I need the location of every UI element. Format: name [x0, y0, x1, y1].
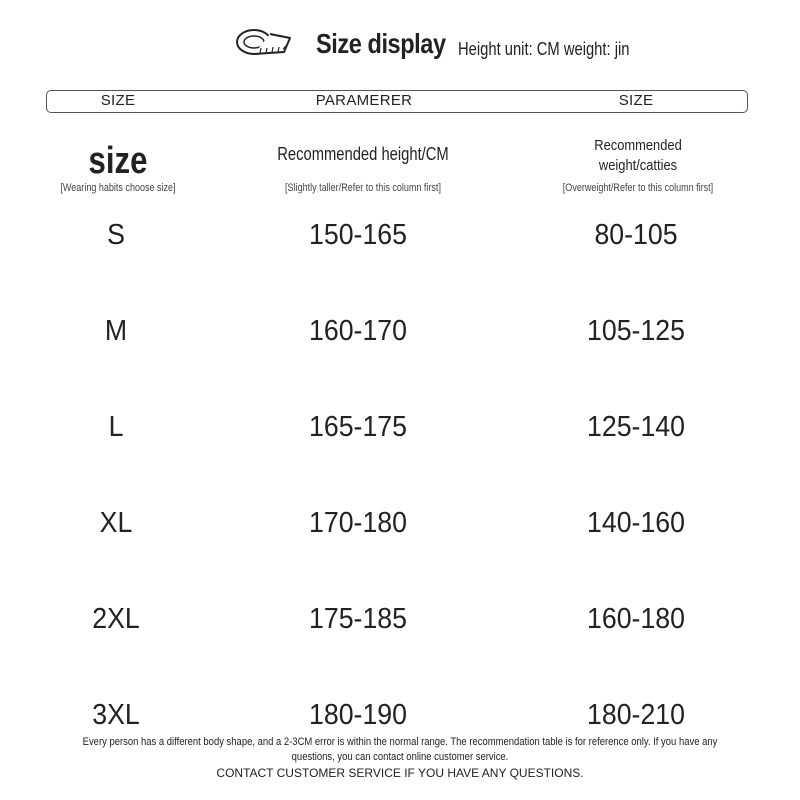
header-size: SIZE: [100, 92, 136, 109]
row-size: S: [107, 219, 125, 251]
row-weight: 125-140: [587, 411, 685, 443]
disclaimer-note: [10, 735, 790, 765]
height-column-label: Recommended height/CM: [277, 144, 449, 164]
row-height: 180-190: [309, 699, 407, 731]
header-parameter: PARAMERER: [315, 92, 413, 109]
weight-column-label: [569, 136, 707, 176]
row-height: 170-180: [309, 507, 407, 539]
height-column-note: [Slightly taller/Refer to this column first]: [285, 182, 441, 194]
row-size: M: [104, 315, 128, 347]
disclaimer-text: Every person has a different body shape, and a 2-3CM error is within the normal range. The recommendation table is for reference only. If you have any questions, you can contact online customer service.: [82, 736, 718, 763]
measuring-tape-icon: [234, 22, 294, 64]
row-weight: 105-125: [587, 315, 685, 347]
row-weight: 80-105: [594, 219, 678, 251]
row-weight: 160-180: [587, 603, 685, 635]
row-weight: 140-160: [587, 507, 685, 539]
row-weight: 180-210: [587, 699, 685, 731]
row-size: XL: [99, 507, 133, 539]
row-height: 160-170: [309, 315, 407, 347]
row-size: 2XL: [92, 603, 140, 635]
weight-column-note: [Overweight/Refer to this column first]: [562, 182, 714, 194]
contact-service-text: CONTACT CUSTOMER SERVICE IF YOU HAVE ANY QUESTIONS.: [216, 766, 584, 780]
units-subtitle: Height unit: CM weight: jin: [458, 39, 630, 59]
size-column-note: [Wearing habits choose size]: [60, 182, 176, 194]
weight-column-label-line2: weight/catties: [598, 157, 678, 174]
row-height: 150-165: [309, 219, 407, 251]
row-size: 3XL: [92, 699, 140, 731]
page-title: Size display: [316, 28, 446, 59]
weight-column-label-line1: Recommended: [594, 137, 682, 154]
row-height: 175-185: [309, 603, 407, 635]
size-column-label: size: [88, 140, 148, 182]
row-height: 165-175: [309, 411, 407, 443]
header-size-right: SIZE: [618, 92, 654, 109]
row-size: L: [108, 411, 124, 443]
